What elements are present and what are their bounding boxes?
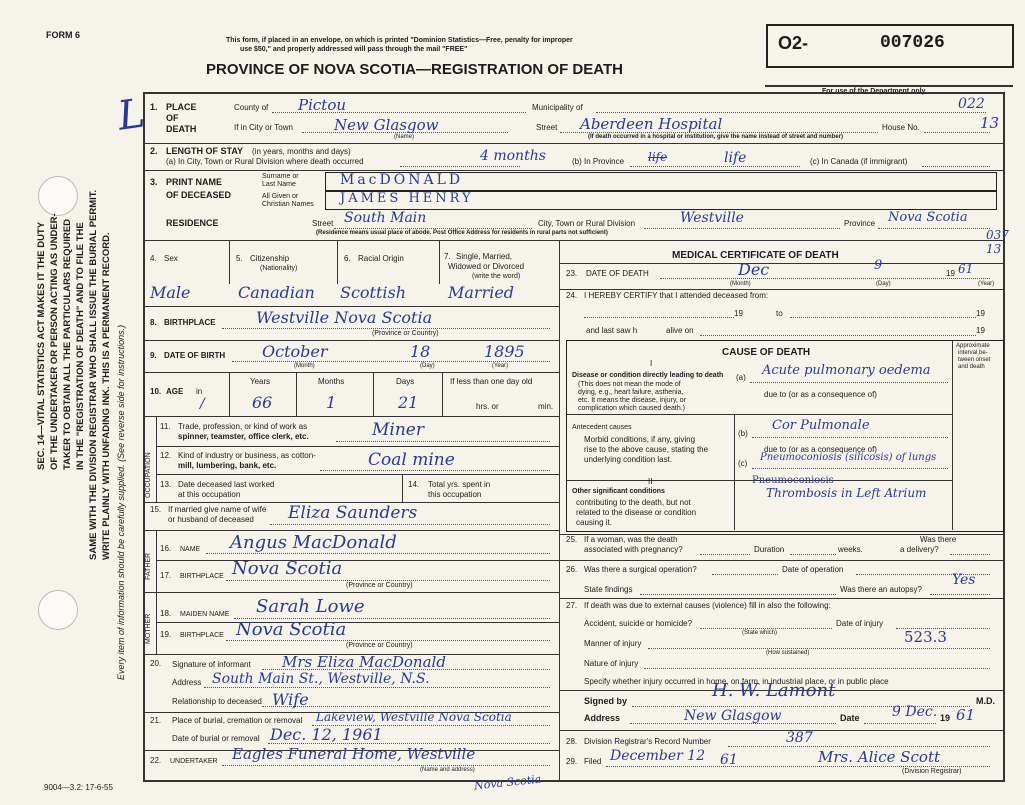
form-label: 16.	[160, 544, 172, 553]
form-label: OF	[166, 113, 179, 123]
form-label: Accident, suicide or homicide?	[584, 619, 693, 628]
form-label: Approximate	[956, 343, 990, 349]
margin-codes: 037 13	[986, 228, 1009, 256]
municipality-code: 022	[958, 96, 985, 112]
undertaker-value: Eagles Funeral Home, Westville	[232, 745, 476, 763]
form-label: mill, lumbering, bank, etc.	[178, 461, 277, 470]
form-label: Kind of industry or business, as cotton-	[178, 451, 316, 460]
margin-line-4: IN THE "REGISTRATION OF DEATH" AND TO FILE THE	[75, 222, 86, 470]
form-label: County of	[234, 103, 269, 112]
form-label: DATE OF BIRTH	[164, 351, 226, 360]
autopsy-value: Yes	[952, 572, 976, 588]
burial-place: Lakeview, Westville Nova Scotia	[316, 710, 512, 724]
form-label: 6.	[344, 254, 351, 263]
form-label: BIRTHPLACE	[164, 318, 216, 327]
informant-signature: Mrs Eliza MacDonald	[282, 653, 446, 671]
form-label: Manner of injury	[584, 639, 642, 648]
age-marker: /	[200, 396, 205, 412]
form-label: 19.	[160, 630, 172, 639]
form-label: Was there a surgical operation?	[584, 565, 697, 574]
residence-street: South Main	[344, 210, 427, 226]
form-label: Duration	[754, 545, 785, 554]
form-label: Street	[312, 219, 334, 228]
form-label: 19	[976, 326, 985, 335]
form-label: due to (or as a consequence of)	[764, 390, 877, 399]
form-label: in	[196, 387, 203, 396]
form-label: (a) In City, Town or Rural Division where death occurred	[166, 157, 364, 166]
form-label: rise to the above cause, stating the	[584, 445, 709, 454]
form-label: 18.	[160, 609, 172, 618]
form-label: due to (or as a consequence of)	[764, 445, 877, 454]
form-label: Was there	[920, 535, 957, 544]
form-label: Years	[250, 377, 271, 386]
stay-province-strike: life	[648, 150, 668, 164]
form-label: 26.	[566, 565, 578, 574]
form-label: Total yrs. spent in	[428, 480, 491, 489]
residence-city: Westville	[680, 210, 744, 226]
form-label: Christian Names	[262, 201, 314, 208]
form-label: 7.	[444, 252, 451, 261]
form-label: 19	[734, 309, 743, 318]
form-label: related to the disease or condition	[576, 508, 697, 517]
form-label: II	[648, 477, 653, 486]
margin-line-2: OF THE UNDERTAKER OR PERSON ACTING AS UNDER-	[49, 213, 60, 470]
dob-day: 18	[410, 342, 431, 361]
registrar-signature: Mrs. Alice Scott	[818, 748, 940, 766]
department-use-note: For use of the Department only	[822, 88, 926, 95]
racial-value: Scottish	[340, 283, 407, 302]
form-label: 12.	[160, 451, 172, 460]
page-title: PROVINCE OF NOVA SCOTIA—REGISTRATION OF DEATH	[206, 61, 623, 78]
record-number: 387	[786, 730, 813, 746]
death-month: Dec	[738, 260, 770, 279]
form-label: Address	[172, 678, 202, 687]
form-label: and last saw h	[586, 326, 638, 335]
father-label: FATHER	[145, 552, 152, 580]
form-label: 21.	[150, 716, 162, 725]
form-label: OF DECEASED	[166, 190, 232, 200]
registration-number: 007026	[880, 33, 945, 53]
form-label: (a)	[736, 373, 746, 382]
form-label: (Year)	[978, 281, 995, 287]
form-label: weeks.	[838, 545, 863, 554]
form-label: (Residence means usual place of abode. Post Office Address for residents in rural parts not sufficient)	[316, 230, 608, 236]
form-label: spinner, teamster, office clerk, etc.	[178, 432, 309, 441]
classification-code: 523.3	[904, 628, 947, 646]
house-value: 13	[980, 114, 1000, 132]
form-label: to	[776, 309, 783, 318]
form-label: 2.	[150, 146, 158, 156]
form-label: Was there an autopsy?	[840, 585, 922, 594]
cause-c-annotation: Pneumoconiosis	[752, 475, 834, 486]
age-months: 1	[326, 393, 337, 412]
form-label: 22.	[150, 756, 162, 765]
form-label: 8.	[150, 318, 157, 327]
physician-date: 9 Dec.	[892, 704, 938, 720]
occupation-label: OCCUPATION	[145, 452, 152, 498]
form-label: (Name and address)	[420, 767, 475, 773]
form-label: (How sustained)	[766, 650, 810, 656]
form-label: alive on	[666, 326, 694, 335]
sex-value: Male	[150, 283, 191, 302]
form-label: AGE	[166, 387, 184, 396]
form-label: 13.	[160, 480, 172, 489]
form-label: State findings	[584, 585, 633, 594]
form-label: and death	[958, 364, 985, 370]
form-label: 23.	[566, 269, 578, 278]
physician-address: New Glasgow	[684, 708, 782, 724]
form-label: dying, e.g., heart failure, asthenia,	[578, 389, 684, 396]
marital-value: Married	[448, 283, 515, 302]
filed-date: December 12	[610, 748, 706, 764]
dob-year: 1895	[484, 342, 525, 361]
form-label: underlying condition last.	[584, 455, 673, 464]
form-label: interval be-	[958, 350, 988, 356]
form-label: hrs. or	[476, 402, 499, 411]
form-label: LENGTH OF STAY	[166, 146, 244, 156]
form-label: Widowed or Divorced	[448, 262, 525, 271]
margin-line-5: SAME WITH THE DIVISION REGISTRAR WHO SHALL ISSUE THE BURIAL PERMIT.	[88, 189, 99, 560]
mother-label: MOTHER	[145, 613, 152, 644]
form-label: Signature of informant	[172, 660, 251, 669]
cause-a: Acute pulmonary oedema	[762, 363, 931, 378]
form-label: Trade, profession, or kind of work as	[178, 422, 308, 431]
form-label: min.	[538, 402, 554, 411]
form-label: (Day)	[420, 363, 435, 369]
father-name: Angus MacDonald	[230, 532, 397, 553]
margin-line-6: WRITE PLAINLY WITH UNFADING INK. THIS IS A PERMANENT RECORD.	[101, 232, 112, 560]
form-label: MAIDEN NAME	[180, 611, 230, 618]
burial-date: Dec. 12, 1961	[270, 725, 383, 744]
form-label: Date	[840, 713, 860, 723]
form-label: I HEREBY CERTIFY that I attended deceased from:	[584, 291, 769, 300]
stay-city-value: 4 months	[480, 148, 546, 164]
form-label: 10.	[150, 387, 162, 396]
form-label: Division Registrar's Record Number	[584, 737, 711, 746]
form-label: (Month)	[730, 281, 751, 287]
father-birthplace: Nova Scotia	[232, 558, 343, 579]
form-label: Disease or condition directly leading to death	[572, 372, 724, 379]
form-label: NAME	[180, 546, 201, 553]
form-label: (Year)	[492, 363, 509, 369]
medical-certificate-title: MEDICAL CERTIFICATE OF DEATH	[672, 250, 839, 261]
registration-prefix: O2-	[778, 33, 809, 53]
form-label: Months	[318, 377, 345, 386]
form-label: contributing to the death, but not	[576, 498, 691, 507]
header-note-1: This form, if placed in an envelope, on which is printed "Dominion Statistics—Free, penalty for improper	[226, 37, 573, 44]
form-label: Signed by	[584, 696, 628, 706]
form-label: (Month)	[294, 363, 315, 369]
cause-c: Pneumoconiosis (silicosis) of lungs	[760, 452, 937, 463]
form-label: Place of burial, cremation or removal	[172, 716, 303, 725]
form-label: Municipality of	[532, 103, 583, 112]
death-day: 9	[874, 258, 883, 273]
punch-hole-bottom	[38, 590, 78, 630]
form-label: UNDERTAKER	[170, 758, 218, 765]
form-label: If death was due to external causes (violence) fill in also the following:	[584, 601, 831, 610]
dob-month: October	[262, 342, 328, 361]
form-label: 24.	[566, 291, 578, 300]
form-label: 19	[976, 309, 985, 318]
cause-b: Cor Pulmonale	[772, 418, 870, 433]
form-label: (This does not mean the mode of	[578, 381, 681, 388]
form-label: (c)	[738, 459, 748, 468]
surname-value: MacDONALD	[340, 172, 464, 188]
form-label: 9.	[150, 351, 157, 360]
form-label: DATE OF DEATH	[586, 269, 649, 278]
form-label: (Nationality)	[260, 265, 298, 272]
margin-line-7: Every item of information should be carefully supplied. (See reverse side for instructions.)	[116, 324, 126, 680]
form-label: 29.	[566, 757, 578, 766]
form-label: (in years, months and days)	[252, 147, 351, 156]
mother-birthplace: Nova Scotia	[236, 619, 347, 640]
relationship-value: Wife	[272, 690, 309, 709]
form-label: Days	[396, 377, 415, 386]
trade-value: Miner	[372, 420, 424, 440]
form-label: 14.	[408, 480, 420, 489]
form-label: (b) In Province	[572, 157, 625, 166]
form-label: Racial Origin	[358, 254, 404, 263]
form-label: House No.	[882, 123, 920, 132]
form-label: Street	[536, 123, 558, 132]
form-label: DEATH	[166, 124, 197, 134]
form-label: 19	[946, 269, 955, 278]
filed-year: 61	[720, 752, 738, 768]
form-label: (If death occurred in a hospital or institution, give the name instead of street and number)	[588, 134, 844, 140]
form-label: (Name)	[394, 134, 415, 140]
form-label: Address	[584, 713, 621, 723]
form-label: City, Town or Rural Division	[538, 219, 636, 228]
form-label: 3.	[150, 177, 158, 187]
form-label: 4.	[150, 254, 157, 263]
form-label: Date of injury	[836, 619, 884, 628]
form-label: BIRTHPLACE	[180, 573, 224, 580]
margin-line-3: TAKER TO OBTAIN ALL THE PARTICULARS REQUIRED	[62, 218, 73, 470]
form-label: Other significant conditions	[572, 488, 665, 495]
form-label: 17.	[160, 571, 172, 580]
street-value: Aberdeen Hospital	[580, 115, 723, 133]
form-label: If less than one day old	[450, 377, 533, 386]
form-label: (c) In Canada (if immigrant)	[810, 157, 908, 166]
form-label: 27.	[566, 601, 578, 610]
undertaker-province: Nova Scotia	[473, 772, 542, 793]
form-label: complication which caused death.)	[578, 405, 686, 412]
citizenship-value: Canadian	[238, 283, 315, 302]
form-label: causing it.	[576, 518, 613, 527]
age-days: 21	[398, 393, 419, 412]
form-number: FORM 6	[46, 30, 81, 40]
physician-year: 61	[956, 706, 976, 724]
form-label: Antecedent causes	[572, 424, 632, 431]
form-label: etc. It means the disease, injury, or	[578, 397, 687, 404]
form-label: Province	[844, 219, 876, 228]
spouse-value: Eliza Saunders	[288, 503, 418, 523]
informant-address: South Main St., Westville, N.S.	[212, 671, 430, 687]
form-label: Filed	[584, 757, 602, 766]
form-label: associated with pregnancy?	[584, 545, 683, 554]
form-label: M.D.	[976, 696, 995, 706]
form-label: Last Name	[262, 181, 296, 188]
form-label: 19	[940, 713, 951, 723]
form-label: Morbid conditions, if any, giving	[584, 435, 696, 444]
physician-signature: H. W. Lamont	[712, 680, 836, 701]
form-label: (write the word)	[472, 273, 521, 280]
form-label: Surname or	[262, 173, 299, 180]
form-label: (Division Registrar)	[902, 768, 962, 775]
residence-province: Nova Scotia	[888, 210, 968, 225]
county-value: Pictou	[298, 96, 347, 114]
form-label: (Day)	[876, 281, 891, 287]
form-label: 15.	[150, 505, 162, 514]
form-label: If a woman, was the death	[584, 535, 678, 544]
form-label: 25.	[566, 535, 578, 544]
form-label: (Province or Country)	[346, 582, 413, 589]
city-value: New Glasgow	[334, 116, 439, 134]
birthplace-value: Westville Nova Scotia	[256, 308, 433, 327]
form-label: CAUSE OF DEATH	[722, 347, 811, 358]
form-label: Single, Married,	[456, 252, 513, 261]
form-label: or husband of deceased	[168, 515, 254, 524]
form-label: BIRTHPLACE	[180, 632, 224, 639]
form-label: 11.	[160, 422, 171, 431]
form-label: Date deceased last worked	[178, 480, 275, 489]
other-conditions: Thrombosis in Left Atrium	[766, 486, 927, 500]
form-label: If married give name of wife	[168, 505, 267, 514]
margin-initial: L	[114, 90, 148, 140]
form-label: 1.	[150, 102, 158, 112]
form-label: a delivery?	[900, 545, 939, 554]
form-label: PLACE	[166, 102, 197, 112]
form-label: PRINT NAME	[166, 177, 222, 187]
form-label: If in City or Town	[234, 123, 293, 132]
form-label: 20.	[150, 659, 162, 668]
form-label: I	[650, 359, 653, 368]
given-names-value: JAMES HENRY	[340, 191, 474, 206]
age-years: 66	[252, 393, 273, 412]
margin-line-1: SEC. 14—VITAL STATISTICS ACT MAKES IT THE DUTY	[36, 221, 47, 470]
form-label: Date of operation	[782, 565, 844, 574]
form-label: (Province or Country)	[346, 642, 413, 649]
form-label: 5.	[236, 254, 243, 263]
form-label: Sex	[164, 254, 178, 263]
form-label: RESIDENCE	[166, 218, 219, 228]
form-label: Specify whether injury occurred in home, on farm, in industrial place, or in public place	[584, 677, 889, 686]
death-year: 61	[958, 262, 974, 276]
industry-value: Coal mine	[368, 450, 455, 470]
form-label: All Given or	[262, 193, 299, 200]
header-note-2: use $50," and properly addressed will pass through the mail "FREE"	[240, 46, 468, 53]
form-print-code: 9004—3.2: 17-6-55	[44, 783, 113, 792]
form-label: tween onset	[958, 357, 991, 363]
stay-province-value: life	[724, 150, 747, 166]
form-label: this occupation	[428, 490, 482, 499]
form-label: at this occupation	[178, 490, 241, 499]
form-label: Date of burial or removal	[172, 734, 260, 743]
form-label: Nature of injury	[584, 659, 639, 668]
punch-hole-top	[38, 176, 78, 216]
form-label: (Province or Country)	[372, 330, 439, 337]
mother-maiden-name: Sarah Lowe	[256, 596, 365, 617]
form-label: (b)	[738, 429, 748, 438]
form-label: Citizenship	[250, 254, 290, 263]
form-label: (State which)	[742, 630, 778, 636]
form-label: 28.	[566, 737, 578, 746]
form-label: Relationship to deceased	[172, 697, 262, 706]
